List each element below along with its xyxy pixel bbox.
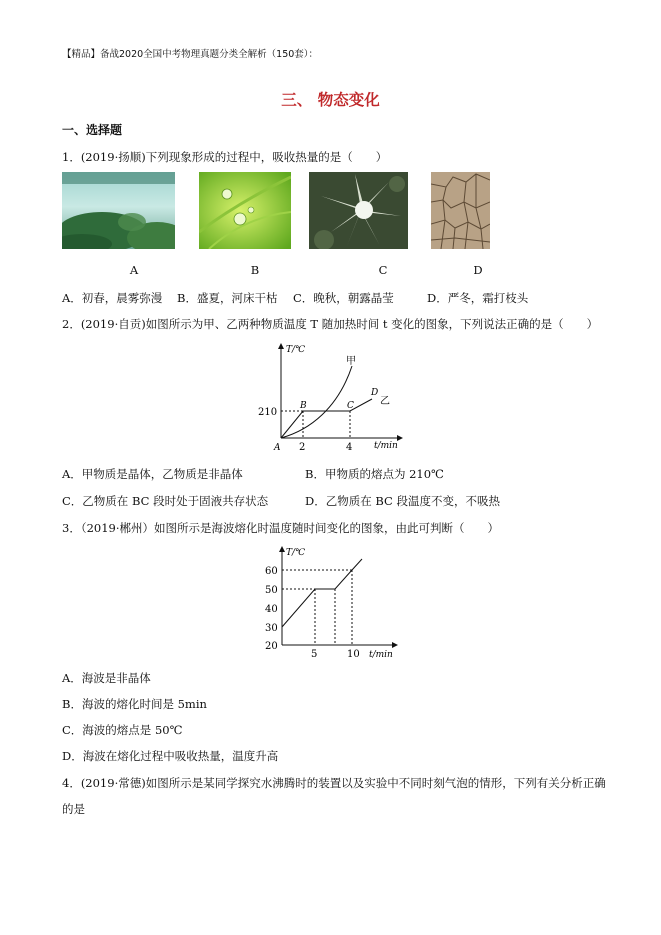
chart-q2-xtick-4: 4 [346, 442, 353, 453]
image-label-a: A [129, 263, 139, 277]
chart-q3 [255, 543, 410, 665]
chart-q3-xlabel: t/min [369, 650, 393, 660]
question-3-stem: 3．（2019·郴州）如图所示是海波熔化时温度随时间变化的图象，由此可判断（ ） [62, 521, 499, 535]
q1-option-b: B．盛夏，河床干枯 [177, 291, 278, 305]
chart-q2-series-label-yi: 乙 [380, 396, 390, 407]
q3-option-a: A．海波是非晶体 [62, 671, 151, 685]
chart-q3-ytick-60: 60 [265, 566, 278, 577]
question-4-stem-line1: 4．(2019·常德)如图所示是某同学探究水沸腾时的装置以及实验中不同时刻气泡的情形，下列有关分析正确 [62, 776, 606, 790]
dry-cracked-earth-image [431, 172, 490, 249]
chart-q2-xlabel: t/min [374, 441, 398, 451]
frost-plant-image [309, 172, 408, 249]
q3-option-d: D．海波在熔化过程中吸收热量，温度升高 [62, 749, 279, 763]
q2-option-a: A．甲物质是晶体，乙物质是非晶体 [62, 467, 243, 481]
page-header: 【精品】备战2020全国中考物理真题分类全解析（150套）： [62, 49, 319, 60]
image-label-d: D [473, 263, 483, 277]
question-4-stem-line2: 的是 [62, 802, 85, 816]
question-2-stem: 2．(2019·自贡)如图所示为甲、乙两种物质温度 T 随加热时间 t 变化的图象，下列说法正确的是（ ） [62, 317, 599, 331]
q3-option-b: B．海波的熔化时间是 5min [62, 697, 207, 711]
chart-q3-xtick-10: 10 [347, 649, 360, 660]
chart-q2-ytick-210: 210 [258, 407, 278, 418]
q2-option-d: D．乙物质在 BC 段温度不变，不吸热 [305, 494, 500, 508]
dew-leaf-image [199, 172, 291, 249]
image-label-c: C [378, 263, 388, 277]
chart-q2-ylabel: T/℃ [286, 345, 306, 355]
image-label-b: B [250, 263, 260, 277]
page-title: 三、 物态变化 [281, 91, 380, 109]
q2-option-c: C．乙物质在 BC 段时处于固液共存状态 [62, 494, 269, 508]
chart-q2-xtick-2: 2 [299, 442, 306, 453]
chart-q2-series-jia [281, 366, 352, 438]
chart-q2-point-a: A [274, 443, 281, 453]
chart-q2 [250, 338, 410, 458]
q1-option-c: C．晚秋，朝露晶莹 [293, 291, 394, 305]
question-1-stem: 1．(2019·扬顺)下列现象形成的过程中，吸收热量的是（ ） [62, 150, 388, 164]
chart-q2-point-d: D [371, 388, 379, 398]
section-heading: 一、选择题 [62, 123, 123, 137]
chart-q3-ytick-50: 50 [265, 585, 278, 596]
chart-q3-ytick-20: 20 [265, 641, 278, 652]
q1-option-d: D．严冬，霜打枝头 [427, 291, 529, 305]
chart-q3-series [282, 559, 362, 627]
chart-q2-point-b: B [300, 401, 307, 411]
fog-forest-image [62, 172, 175, 249]
chart-q3-ylabel: T/℃ [286, 548, 306, 558]
chart-q3-xtick-5: 5 [311, 649, 318, 660]
chart-q2-series-yi [281, 399, 372, 438]
chart-q3-ytick-30: 30 [265, 623, 278, 634]
q1-option-a: A．初春，晨雾弥漫 [62, 291, 163, 305]
chart-q2-series-label-jia: 甲 [346, 356, 356, 367]
q2-option-b: B．甲物质的熔点为 210℃ [305, 467, 444, 481]
q3-option-c: C．海波的熔点是 50℃ [62, 723, 183, 737]
chart-q3-ytick-40: 40 [265, 604, 278, 615]
chart-q2-point-c: C [347, 401, 354, 411]
